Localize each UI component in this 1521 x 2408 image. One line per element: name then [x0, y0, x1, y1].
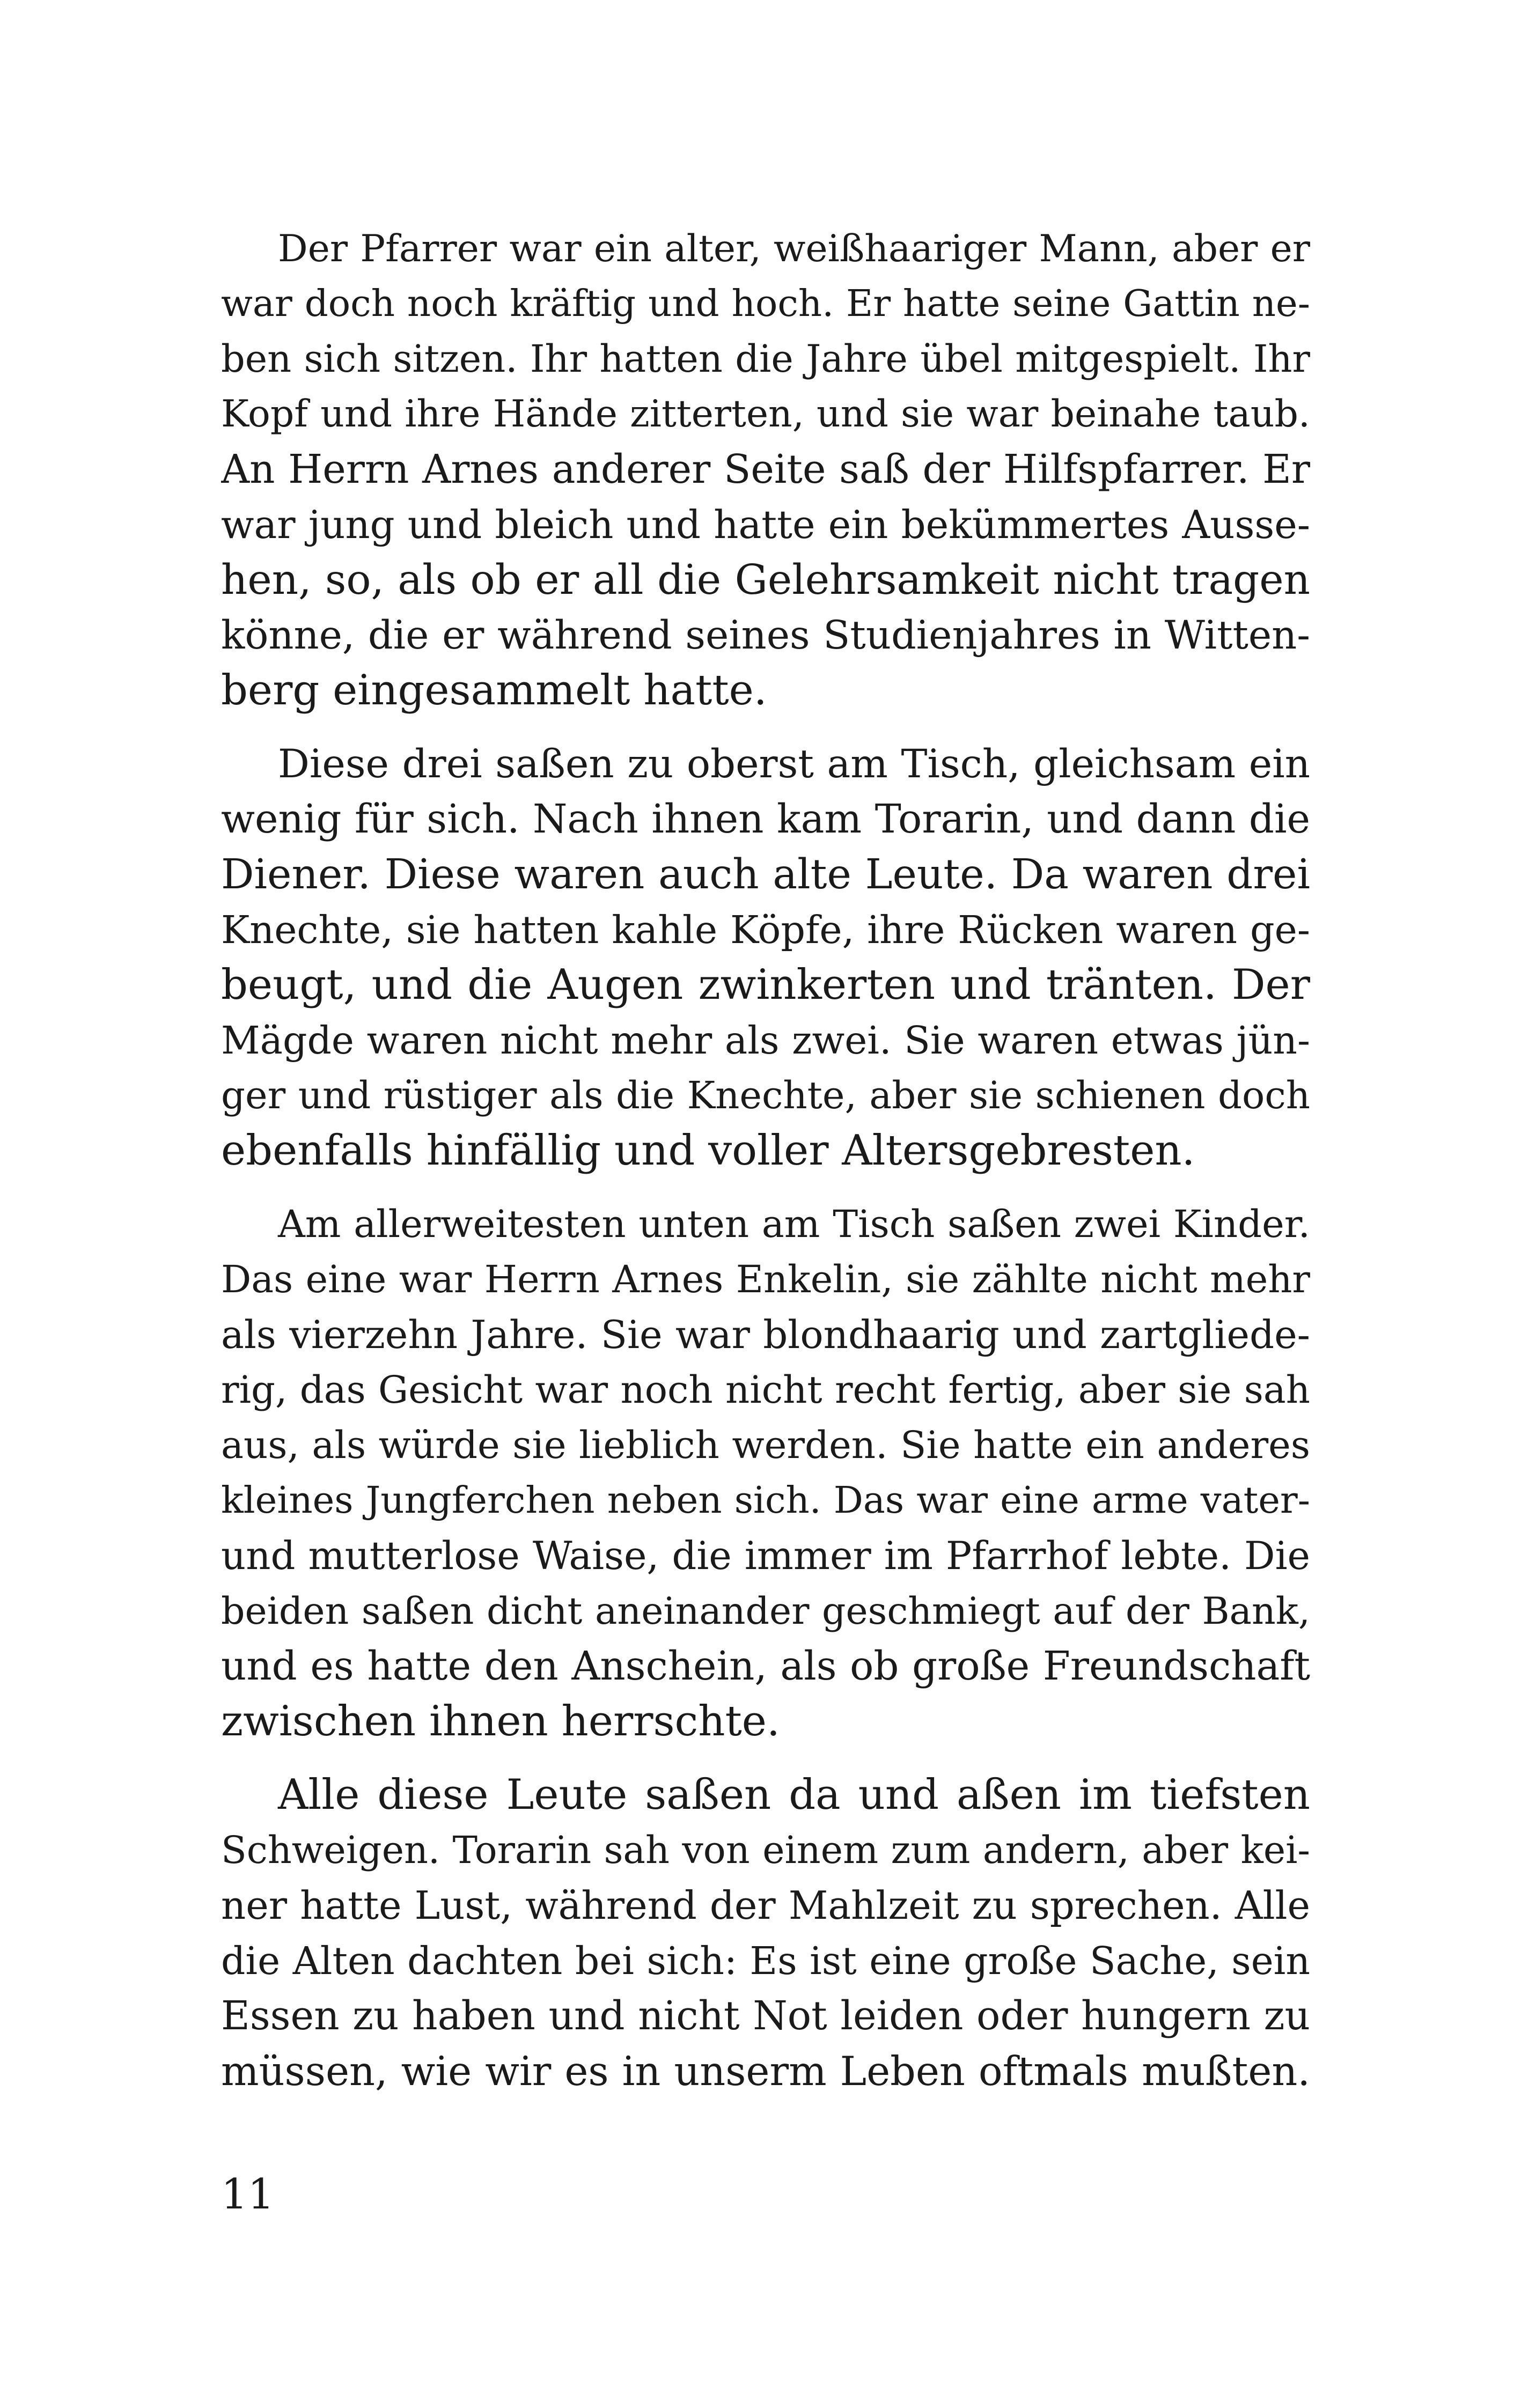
text-line: Alle diese Leute saßen da und aßen im tiefsten	[278, 1771, 1310, 1819]
text-line: aus, als würde sie lieblich werden. Sie hatte ein anderes	[221, 1423, 1310, 1467]
text-line: wenig für sich. Nach ihnen kam Torarin, und dann die	[221, 797, 1310, 842]
text-line: Der Pfarrer war ein alter, weißhaariger Mann, aber er	[278, 227, 1310, 270]
text-line: Diener. Diese waren auch alte Leute. Da waren drei	[221, 851, 1310, 899]
text-line: ebenfalls hinfällig und voller Altersgebresten.	[221, 1126, 1195, 1175]
paragraph	[221, 1197, 1310, 1749]
text-line: und es hatte den Anschein, als ob große Freundschaft	[221, 1644, 1310, 1689]
text-line: zwischen ihnen herrschte.	[221, 1697, 780, 1746]
text-line: Essen zu haben und nicht Not leiden oder hungern zu	[221, 1993, 1310, 2039]
text-line: die Alten dachten bei sich: Es ist eine große Sache, sein	[221, 1939, 1310, 1983]
text-line: An Herrn Arnes anderer Seite saß der Hilfspfarrer. Er	[221, 447, 1310, 492]
text-line: hen, so, als ob er all die Gelehrsamkeit nicht tragen	[221, 556, 1310, 604]
text-line: Diese drei saßen zu oberst am Tisch, gleichsam ein	[278, 741, 1310, 787]
text-line: ben sich sitzen. Ihr hatten die Jahre übel mitgespielt. Ihr	[221, 337, 1310, 381]
text-line: rig, das Gesicht war noch nicht recht fertig, aber sie sah	[221, 1368, 1310, 1412]
text-line: war jung und bleich und hatte ein bekümmertes Ausse-	[221, 502, 1310, 547]
text-line: müssen, wie wir es in unserm Leben oftmals mußten.	[221, 2048, 1310, 2095]
text-line: Kopf und ihre Hände zitterten, und sie war beinahe taub.	[221, 393, 1310, 436]
paragraph	[221, 737, 1310, 1179]
text-line: beiden saßen dicht aneinander geschmiegt auf der Bank,	[221, 1589, 1310, 1633]
text-line: ner hatte Lust, während der Mahlzeit zu sprechen. Alle	[221, 1883, 1310, 1928]
paragraph	[221, 221, 1310, 718]
text-line: kleines Jungferchen neben sich. Das war eine arme vater-	[221, 1479, 1310, 1522]
text-line: beugt, und die Augen zwinkerten und tränten. Der	[221, 961, 1310, 1009]
text-line: berg eingesammelt hatte.	[221, 666, 767, 715]
text-line: Schweigen. Torarin sah von einem zum andern, aber kei-	[221, 1829, 1310, 1872]
text-line: und mutterlose Waise, die immer im Pfarrhof lebte. Die	[221, 1533, 1310, 1578]
text-line: könne, die er während seines Studienjahres in Witten-	[221, 613, 1310, 658]
text-line: war doch noch kräftig und hoch. Er hatte seine Gattin ne-	[221, 282, 1310, 325]
text-line: als vierzehn Jahre. Sie war blondhaarig und zartgliede-	[221, 1312, 1310, 1357]
paragraph	[221, 1768, 1310, 2099]
text-line: ger und rüstiger als die Knechte, aber sie schienen doch	[221, 1073, 1310, 1117]
text-line: Das eine war Herrn Arnes Enkelin, sie zählte nicht mehr	[221, 1257, 1310, 1301]
text-line: Mägde waren nicht mehr als zwei. Sie waren etwas jün-	[221, 1018, 1310, 1063]
text-line: Am allerweitesten unten am Tisch saßen zwei Kinder.	[278, 1202, 1310, 1246]
body-text	[221, 221, 1310, 2117]
text-line: Knechte, sie hatten kahle Köpfe, ihre Rücken waren ge-	[221, 908, 1310, 952]
page-number: 11	[221, 2170, 275, 2219]
